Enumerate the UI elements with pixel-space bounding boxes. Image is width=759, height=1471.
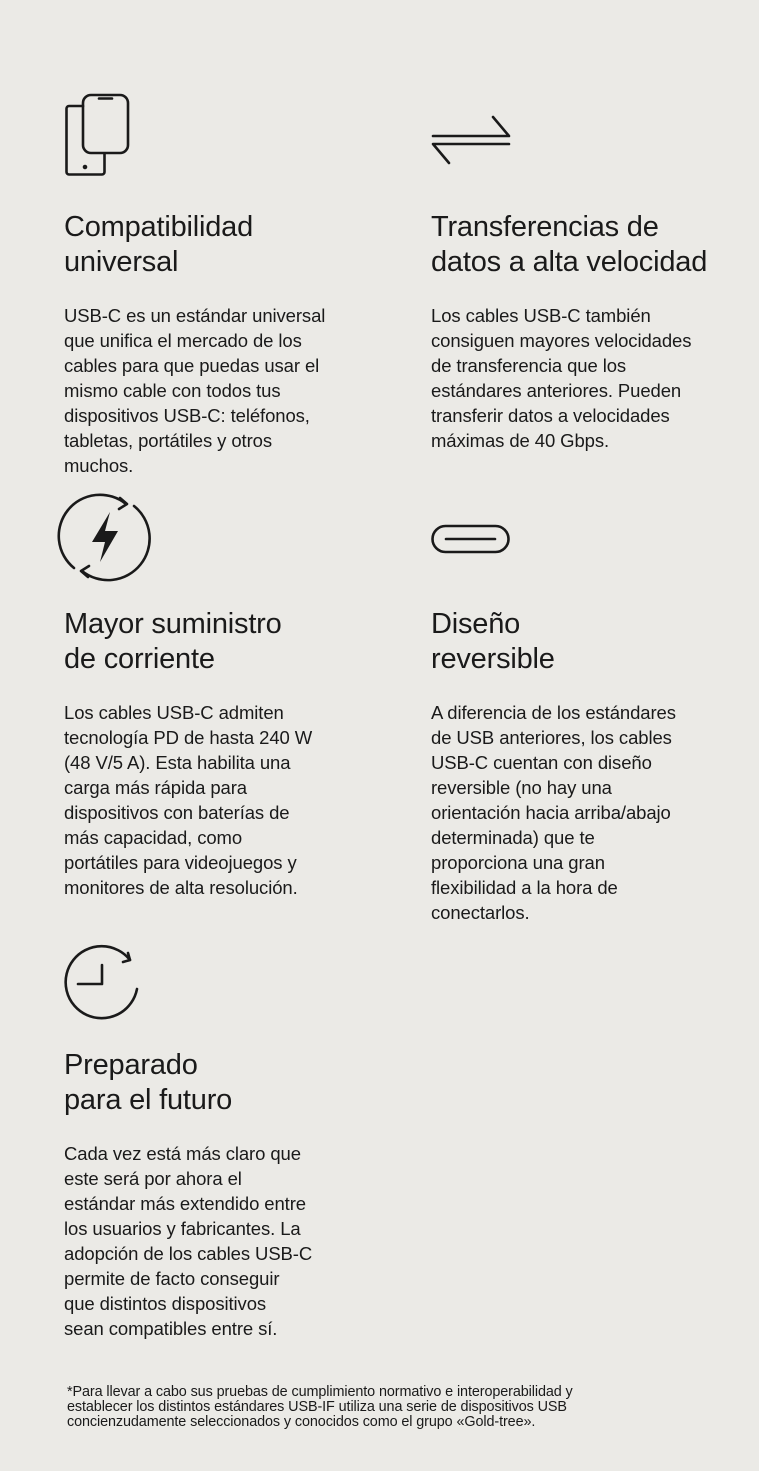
feature-description: Los cables USB-C también consiguen mayores velocidades de transferencia que los estándares anteriores. Pueden transferir datos a velocidades máximas de 40 Gbps. [431,305,692,451]
feature-universal-compatibility [64,92,374,478]
lightning-cycle-icon [64,495,154,585]
usb-c-port-icon [431,495,521,585]
feature-high-speed-transfer [431,92,741,453]
transfer-arrows-icon [431,92,521,182]
feature-title: Transferencias de datos a alta velocidad [431,211,708,278]
footnote: *Para llevar a cabo sus pruebas de cumplimiento normativo e interoperabilidad y establecer los distintos estándares USB-IF utiliza una serie de dispositivos USB concienzudamente seleccionados y conocidos como el grupo «Gold-tree». [67,1384,573,1430]
feature-power-delivery [64,495,374,900]
feature-description: USB-C es un estándar universal que unifica el mercado de los cables para que puedas usar el mismo cable con todos tus dispositivos USB-C: teléfonos, tabletas, portátiles y otros muchos. [64,305,326,476]
clock-refresh-icon [64,938,154,1028]
phone-tablet-icon [64,92,154,182]
feature-description: A diferencia de los estándares de USB anteriores, los cables USB-C cuentan con diseño reversible (no hay una orientación hacia arriba/abajo determinada) que te proporciona una gran flexibilidad a la hora de conectarlos. [431,702,676,923]
feature-future-proof [64,938,374,1341]
feature-title: Compatibilidad universal [64,211,254,278]
feature-title: Diseño reversible [431,608,555,675]
feature-description: Cada vez está más claro que este será por ahora el estándar más extendido entre los usuarios y fabricantes. La adopción de los cables USB-C permite de facto conseguir que distintos dispositivos sean compatibles entre sí. [64,1143,313,1339]
feature-title: Preparado para el futuro [64,1049,233,1116]
feature-title: Mayor suministro de corriente [64,608,282,675]
feature-description: Los cables USB-C admiten tecnología PD de hasta 240 W (48 V/5 A). Esta habilita una carga más rápida para dispositivos con baterías de más capacidad, como portátiles para videojuegos y monitores de alta resolución. [64,702,313,898]
feature-reversible-design [431,495,741,925]
